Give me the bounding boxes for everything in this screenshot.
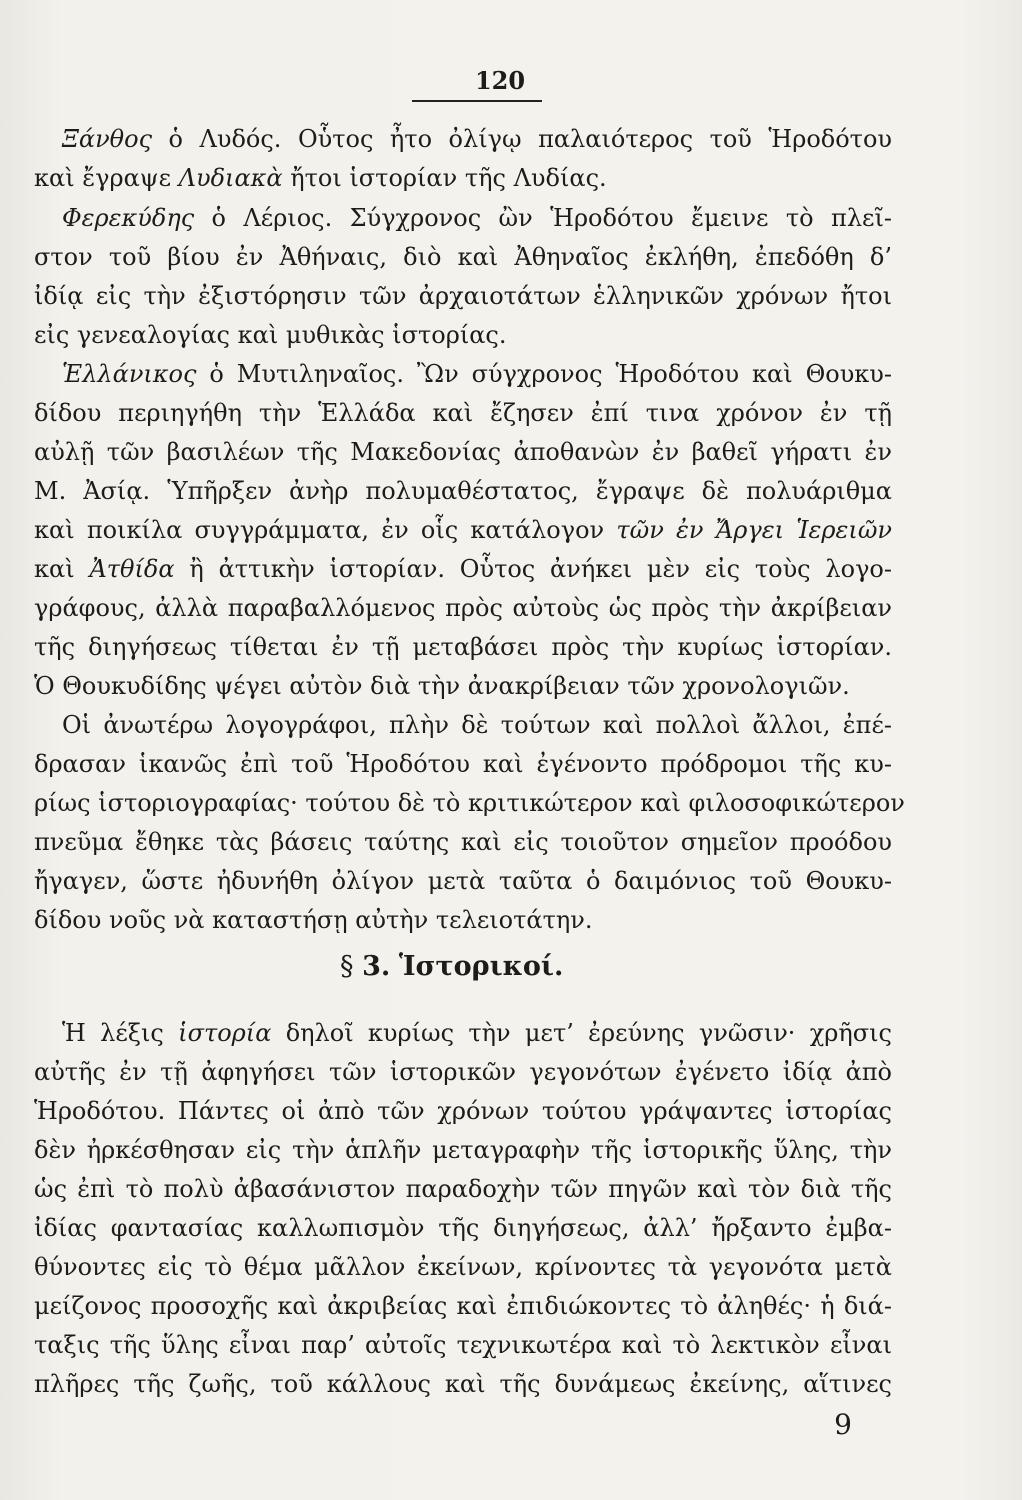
text-line: Ἡροδότου. Πάντες οἱ ἀπὸ τῶν χρόνων τούτου γράψαντες ἱστορίας (34, 1097, 892, 1125)
signature-mark: 9 (834, 1408, 852, 1441)
text-line: δρασαν ἱκανῶς ἐπὶ τοῦ Ἡροδότου καὶ ἐγένοντο πρόδρομοι τῆς κυ- (34, 750, 892, 778)
author-name: Φερεκύδης (62, 204, 195, 232)
work-title: τῶν ἐν Ἄργει Ἱερειῶν (616, 516, 892, 544)
text-line: ρίως ἱστοριογραφίας· τούτου δὲ τὸ κριτικώτερον καὶ φιλοσοφικώτερον (34, 789, 905, 817)
text-line: ἰδίᾳ εἰς τὴν ἐξιστόρησιν τῶν ἀρχαιοτάτων ἑλληνικῶν χρόνων ἤτοι (34, 282, 892, 310)
text-line (62, 203, 892, 233)
text-line: ταξις τῆς ὕλης εἶναι παρ’ αὐτοῖς τεχνικωτέρα καὶ τὸ λεκτικὸν εἶναι (34, 1331, 892, 1359)
text-line: τῆς διηγήσεως τίθεται ἐν τῇ μεταβάσει πρὸς τὴν κυρίως ἱστορίαν. (34, 633, 892, 661)
work-title: Λυδιακὰ (178, 164, 283, 192)
section-heading (340, 950, 740, 984)
text-fragment: δηλοῖ κυρίως τὴν μετ’ ἐρεύνης γνῶσιν· χρῆσις (271, 1019, 892, 1047)
author-name: Ξάνθος (62, 125, 153, 153)
text-fragment: Ἡ λέξις (62, 1019, 179, 1047)
text-line (34, 554, 892, 584)
text-line: ὡς ἐπὶ τὸ πολὺ ἀβασάνιστον παραδοχὴν τῶν πηγῶν καὶ τὸν διὰ τῆς (34, 1175, 892, 1203)
text-line: εἰς γενεαλογίας καὶ μυθικὰς ἱστορίας. (34, 321, 507, 349)
text-line: πνεῦμα ἔθηκε τὰς βάσεις ταύτης καὶ εἰς τοιοῦτον σημεῖον προόδου (34, 828, 892, 856)
text-line (34, 515, 892, 545)
text-line: στον τοῦ βίου ἐν Ἀθήναις, διὸ καὶ Ἀθηναῖος ἐκλήθη, ἐπεδόθη δ’ (34, 243, 892, 271)
text-fragment: καὶ ποικίλα συγγράμματα, ἐν οἷς κατάλογον (34, 516, 617, 544)
text-line: θύνοντες εἰς τὸ θέμα μᾶλλον ἐκείνων, κρίνοντες τὰ γεγονότα μετὰ (34, 1253, 892, 1281)
emphasized-word: ἱστορία (178, 1019, 272, 1047)
section-title: Ἱστορικοί. (398, 951, 564, 982)
page-number: 120 (474, 66, 526, 95)
section-sign: § (340, 951, 354, 982)
text-line: ἰδίας φαντασίας καλλωπισμὸν τῆς διηγήσεως, ἀλλ’ ἤρξαντο ἐμβα- (34, 1214, 892, 1242)
text-fragment: ἤτοι ἱστορίαν τῆς Λυδίας. (282, 164, 607, 192)
work-title: Ἀτθίδα (89, 555, 175, 583)
text-line (62, 124, 892, 154)
section-number: 3. (362, 951, 391, 982)
text-line: Ὁ Θουκυδίδης ψέγει αὐτὸν διὰ τὴν ἀνακρίβειαν τῶν χρονολογιῶν. (34, 672, 850, 700)
text-line (34, 163, 892, 193)
text-fragment: ὁ Μυτιληναῖος. Ὢν σύγχρονος Ἡροδότου καὶ Θουκυ- (196, 360, 892, 388)
text-line: δὲν ἠρκέσθησαν εἰς τὴν ἁπλῆν μεταγραφὴν τῆς ἱστορικῆς ὕλης, τὴν (34, 1136, 892, 1164)
text-fragment: ὁ Λυδός. Οὗτος ἦτο ὀλίγῳ παλαιότερος τοῦ Ἡροδότου (152, 125, 892, 153)
text-fragment: καὶ ἔγραψε (34, 164, 179, 192)
header-rule (412, 100, 542, 102)
text-fragment: ἢ ἀττικὴν ἱστορίαν. Οὗτος ἀνήκει μὲν εἰς τοὺς λογο- (174, 555, 892, 583)
text-line: πλῆρες τῆς ζωῆς, τοῦ κάλλους καὶ τῆς δυνάμεως ἐκείνης, αἵτινες (34, 1370, 892, 1398)
text-fragment: καὶ (34, 555, 90, 583)
author-name: Ἑλλάνικος (62, 360, 197, 388)
text-line: ἤγαγεν, ὥστε ἠδυνήθη ὀλίγον μετὰ ταῦτα ὁ δαιμόνιος τοῦ Θουκυ- (34, 867, 892, 895)
text-line (62, 1018, 892, 1048)
text-line (62, 359, 892, 389)
text-line: αὐλῇ τῶν βασιλέων τῆς Μακεδονίας ἀποθανὼν ἐν βαθεῖ γήρατι ἐν (34, 438, 892, 466)
text-line: μείζονος προσοχῆς καὶ ἀκριβείας καὶ ἐπιδιώκοντες τὸ ἀληθές· ἡ διά- (34, 1292, 892, 1320)
text-fragment: ὁ Λέριος. Σύγχρονος ὢν Ἡροδότου ἔμεινε τὸ πλεῖ- (194, 204, 892, 232)
text-line: δίδου περιηγήθη τὴν Ἑλλάδα καὶ ἔζησεν ἐπί τινα χρόνον ἐν τῇ (34, 399, 892, 427)
text-line: αὐτῆς ἐν τῇ ἀφηγήσει τῶν ἱστορικῶν γεγονότων ἐγένετο ἰδίᾳ ἀπὸ (34, 1058, 892, 1086)
text-line: δίδου νοῦς νὰ καταστήσῃ αὐτὴν τελειοτάτην. (34, 906, 593, 934)
text-line: Μ. Ἀσίᾳ. Ὑπῆρξεν ἀνὴρ πολυμαθέστατος, ἔγραψε δὲ πολυάριθμα (34, 477, 892, 505)
text-line: Οἱ ἀνωτέρω λογογράφοι, πλὴν δὲ τούτων καὶ πολλοὶ ἄλλοι, ἐπέ- (62, 711, 892, 739)
text-line: γράφους, ἀλλὰ παραβαλλόμενος πρὸς αὐτοὺς ὡς πρὸς τὴν ἀκρίβειαν (34, 594, 892, 622)
